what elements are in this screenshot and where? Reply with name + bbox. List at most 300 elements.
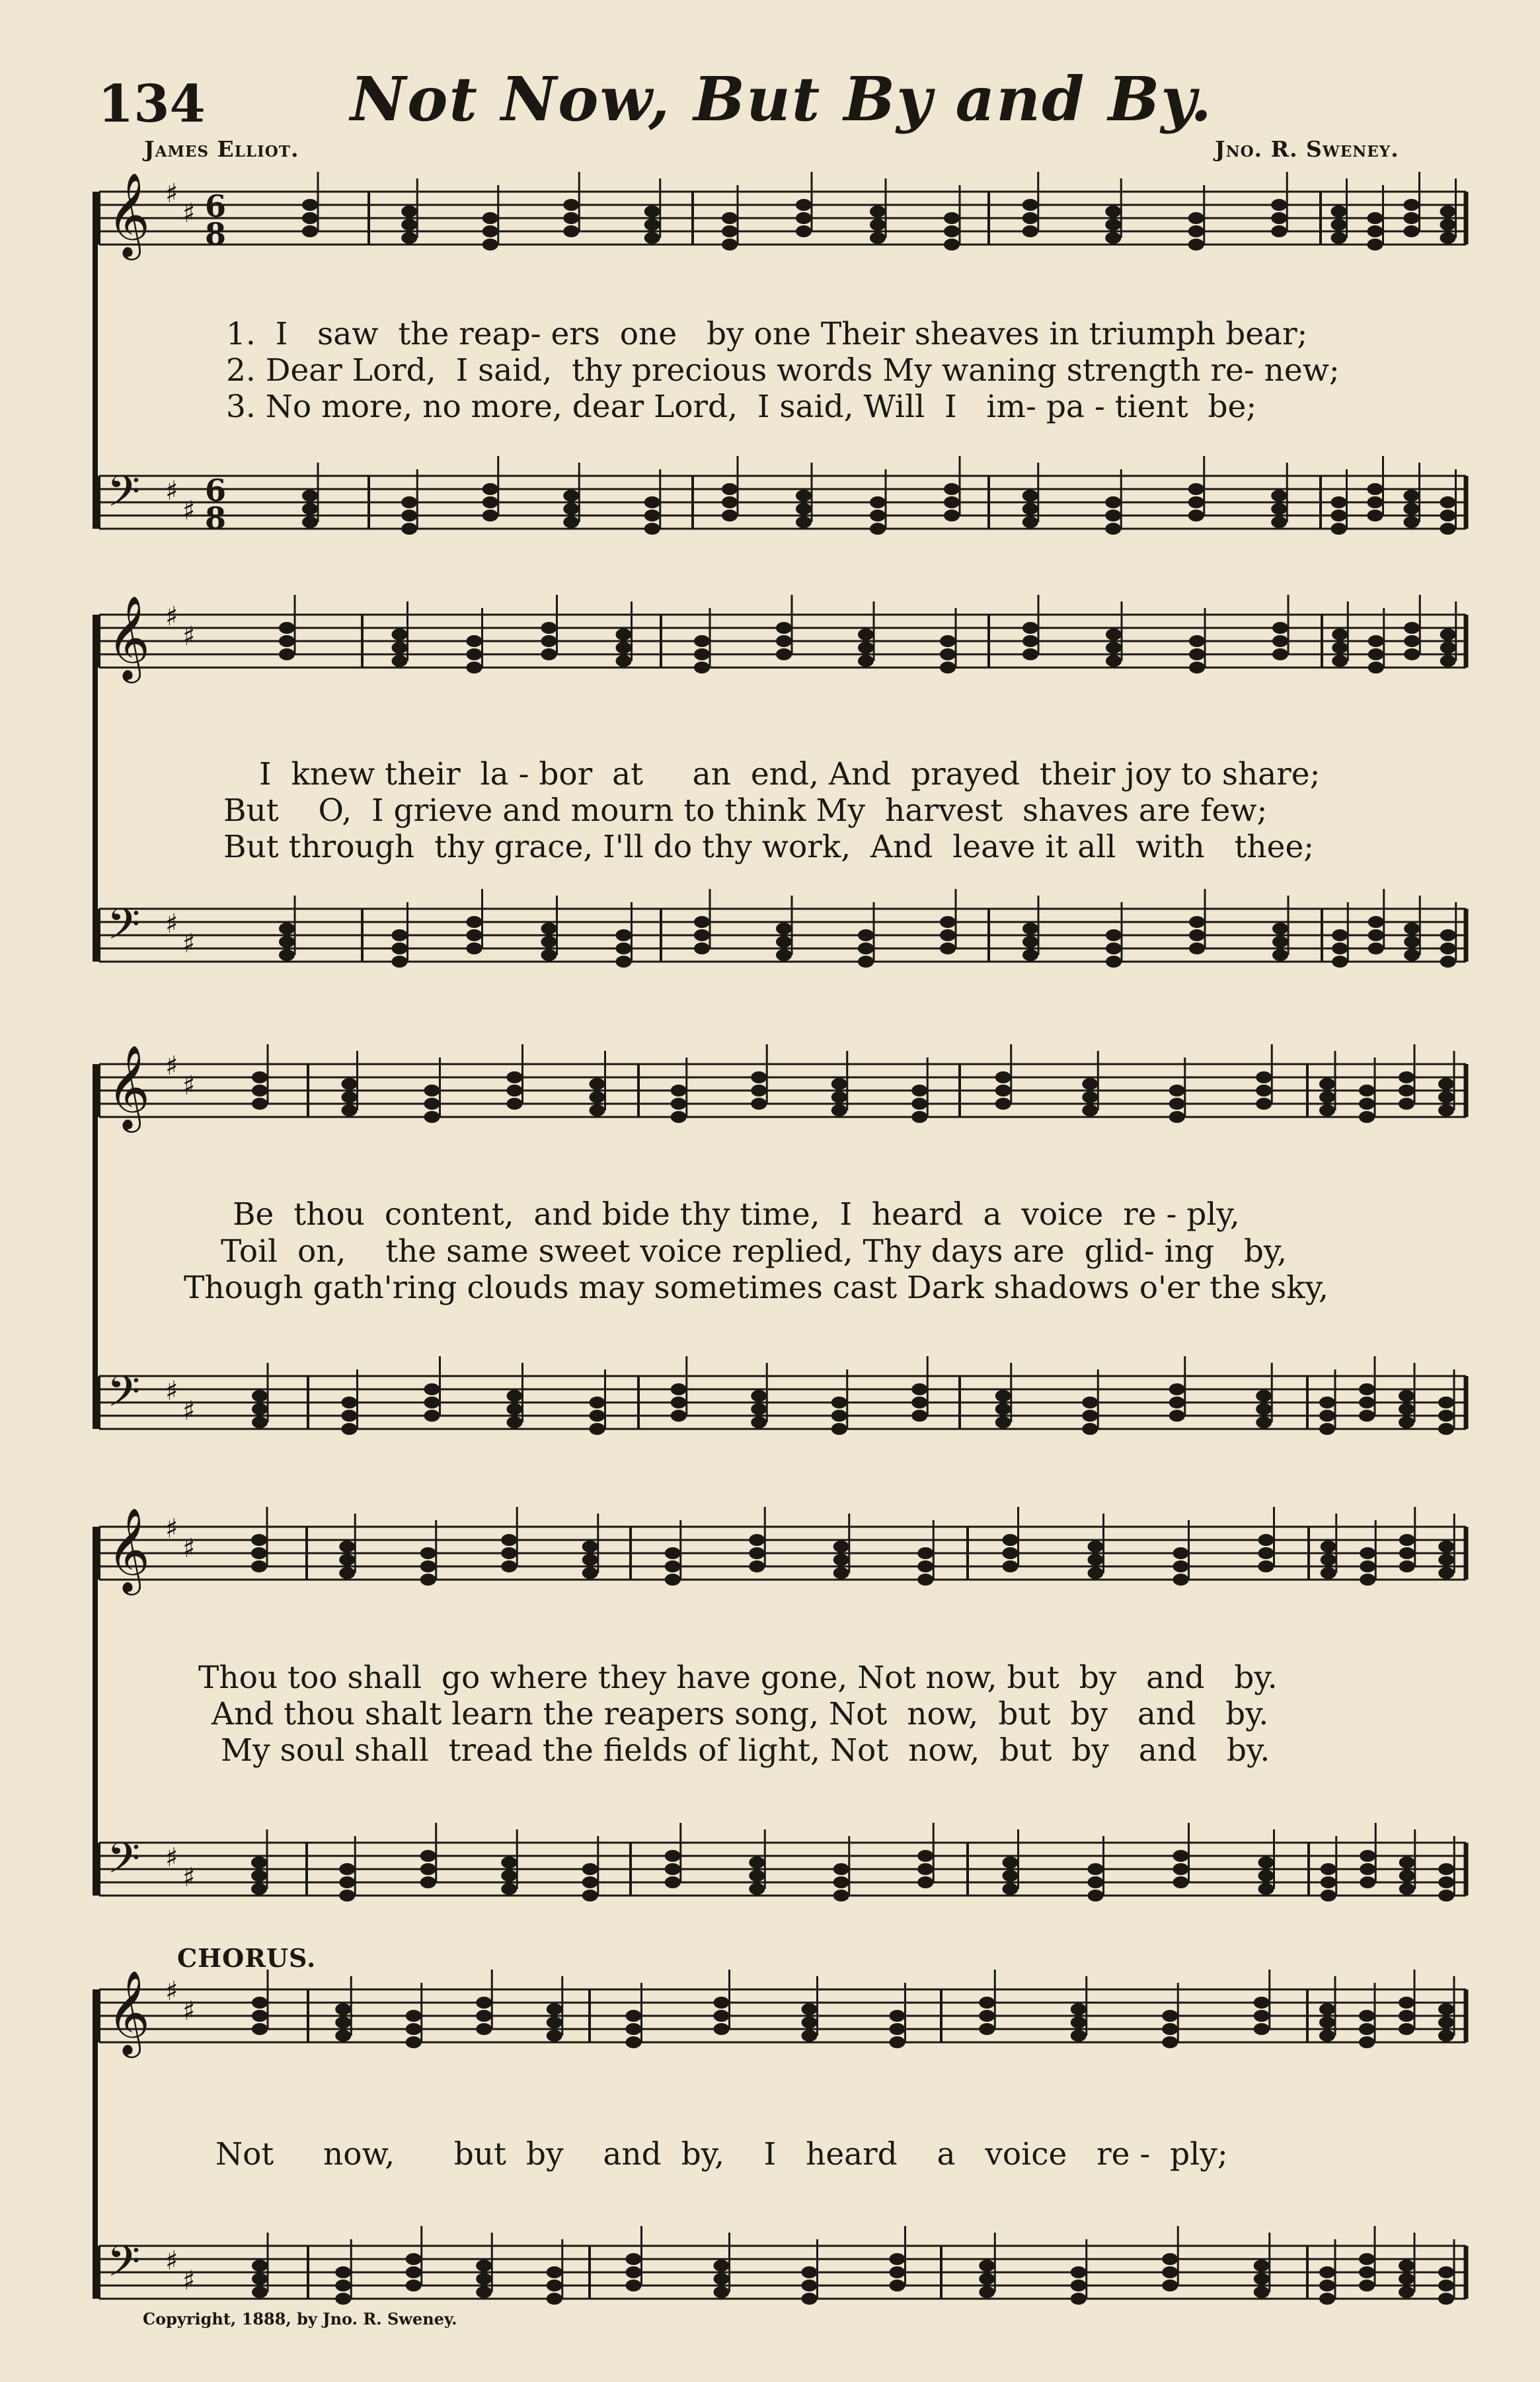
note-head [1258, 1857, 1274, 1868]
note-head [1106, 642, 1122, 654]
note-head [1399, 1870, 1415, 1882]
note-head [392, 642, 408, 654]
note-head [626, 2253, 642, 2265]
note-head [335, 2280, 351, 2291]
note-head [424, 1397, 440, 1408]
note-head [1271, 199, 1287, 211]
note-head [1162, 2010, 1178, 2022]
note-head [665, 1850, 681, 1862]
note-head [335, 2030, 351, 2042]
note-head [1169, 1085, 1185, 1096]
note-head [541, 949, 557, 961]
note-head [833, 1554, 849, 1566]
note-head [1399, 1071, 1414, 1083]
note-head [482, 510, 498, 521]
note-head [694, 942, 710, 954]
note-head [831, 1091, 847, 1103]
note-head [802, 2017, 818, 2028]
bass-clef-icon: 𝄢 [107, 900, 141, 960]
note-head [251, 1857, 267, 1868]
sharp-icon: ♯ [182, 198, 196, 229]
note-head [1162, 2253, 1178, 2265]
note-head [1368, 648, 1384, 660]
note-head [671, 1098, 687, 1110]
sharp-icon: ♯ [165, 1376, 178, 1406]
note-head [1162, 2266, 1178, 2278]
note-head [671, 1397, 687, 1408]
note-head [1438, 1876, 1454, 1888]
note-head [944, 239, 960, 250]
note-head [1359, 1410, 1375, 1422]
note-head [722, 239, 738, 250]
note-head [722, 225, 738, 237]
note-head [541, 936, 557, 948]
note-head [252, 1085, 268, 1096]
lyric-line-s2-v3: But through thy grace, I'll do thy work, And leave it all with thee; [223, 829, 1315, 865]
note-head [1258, 1883, 1274, 1895]
note-head [252, 1071, 268, 1083]
treble-clef-icon: 𝄞 [107, 1970, 151, 2054]
note-head [917, 1560, 933, 1572]
note-head [890, 2036, 905, 2048]
note-head [582, 1890, 598, 1902]
note-head [507, 1071, 523, 1083]
note-head [1438, 1554, 1454, 1566]
note-head [1022, 949, 1038, 961]
note-head [1360, 1863, 1375, 1875]
note-head [1438, 1541, 1454, 1553]
note-head [501, 1547, 517, 1559]
sharp-icon: ♯ [165, 1051, 178, 1081]
lyric-line-s3-v3: Though gath'ring clouds may sometimes cast Dark shadows o'er the sky, [184, 1270, 1328, 1306]
note-head [1071, 2017, 1087, 2028]
note-head [1106, 629, 1122, 640]
note-head [541, 648, 557, 660]
note-head [1404, 212, 1420, 224]
note-head [858, 642, 874, 654]
note-head [749, 1560, 765, 1572]
note-head [1256, 1416, 1272, 1428]
note-head [401, 232, 417, 244]
note-head [1319, 1104, 1335, 1116]
note-head [1360, 1850, 1375, 1862]
note-head [1022, 516, 1038, 528]
note-head [870, 496, 886, 508]
hymn-title: Not Now, But By and By. [350, 63, 1213, 135]
note-head [420, 1560, 436, 1572]
note-head [1173, 1547, 1189, 1559]
note-head [1319, 2266, 1335, 2278]
note-head [251, 1870, 267, 1882]
note-head [392, 655, 408, 667]
note-head [1271, 225, 1287, 237]
note-head [911, 1383, 927, 1395]
note-head [501, 1857, 517, 1868]
note-head [251, 1547, 267, 1559]
note-head [1173, 1850, 1189, 1862]
note-head [1071, 2293, 1087, 2305]
note-head [590, 1397, 605, 1408]
note-head [917, 1574, 933, 1586]
note-head [467, 916, 482, 928]
note-head [302, 212, 318, 224]
note-head [802, 2030, 818, 2042]
composer-credit: Jno. R. Sweney. [1215, 136, 1399, 162]
note-head [694, 929, 710, 941]
note-head [476, 2010, 492, 2022]
note-head [714, 2023, 730, 2035]
note-head [335, 2003, 351, 2015]
time-signature-top: 6 [205, 188, 227, 224]
note-head [995, 1085, 1011, 1096]
note-head [1162, 2023, 1178, 2035]
note-head [616, 642, 632, 654]
note-head [590, 1078, 605, 1090]
note-head [1256, 1390, 1272, 1402]
note-head [1359, 2036, 1375, 2048]
note-head [1321, 1863, 1336, 1875]
sharp-icon: ♯ [182, 1863, 196, 1893]
note-head [1271, 503, 1287, 515]
copyright-notice: Copyright, 1888, by Jno. R. Sweney. [143, 2309, 457, 2328]
note-head [870, 510, 886, 521]
note-head [582, 1863, 598, 1875]
note-head [1189, 942, 1205, 954]
note-head [1173, 1574, 1189, 1586]
note-head [1359, 1111, 1375, 1123]
note-head [776, 936, 792, 948]
note-head [671, 1085, 687, 1096]
note-head [1359, 2023, 1375, 2035]
note-head [644, 232, 660, 244]
note-head [424, 1111, 440, 1123]
note-head [749, 1547, 765, 1559]
note-head [392, 929, 408, 941]
note-head [1173, 1560, 1189, 1572]
sharp-icon: ♯ [165, 909, 178, 939]
note-head [339, 1876, 355, 1888]
note-head [694, 648, 710, 660]
note-head [802, 2293, 818, 2305]
note-head [420, 1547, 436, 1559]
note-head [1332, 655, 1348, 667]
note-head [665, 1876, 681, 1888]
note-head [1368, 635, 1384, 647]
note-head [547, 2017, 562, 2028]
note-head [420, 1574, 436, 1586]
sharp-icon: ♯ [182, 1396, 196, 1426]
note-head [796, 503, 812, 515]
note-head [979, 2286, 995, 2298]
note-head [749, 1883, 765, 1895]
note-head [252, 1098, 268, 1110]
note-head [342, 1410, 358, 1422]
note-head [1359, 2253, 1375, 2265]
note-head [1003, 1870, 1019, 1882]
note-head [911, 1410, 927, 1422]
note-head [252, 1997, 268, 2009]
note-head [1271, 490, 1287, 502]
note-head [1003, 1857, 1019, 1868]
note-head [335, 2017, 351, 2028]
note-head [1440, 523, 1456, 535]
sharp-icon: ♯ [182, 2266, 196, 2296]
note-head [251, 1560, 267, 1572]
note-head [507, 1085, 523, 1096]
note-head [944, 225, 960, 237]
note-head [1022, 622, 1038, 634]
note-head [831, 1423, 847, 1435]
note-head [1399, 1534, 1415, 1546]
chorus-label: CHORUS. [177, 1943, 317, 1973]
note-head [1082, 1410, 1098, 1422]
note-head [339, 1554, 355, 1566]
note-head [1169, 1098, 1185, 1110]
note-head [1022, 648, 1038, 660]
note-head [302, 490, 318, 502]
note-head [1105, 496, 1121, 508]
sharp-icon: ♯ [165, 178, 178, 209]
note-head [1272, 648, 1288, 660]
note-head [911, 1111, 927, 1123]
note-head [1189, 929, 1205, 941]
note-head [1088, 1863, 1104, 1875]
note-head [1368, 916, 1384, 928]
note-head [1438, 2017, 1454, 2028]
note-head [1359, 1085, 1375, 1096]
note-head [1105, 219, 1121, 231]
lyric-line-s5-v1: Not now, but by and by, I heard a voice re - ply; [215, 2136, 1228, 2172]
note-head [1022, 490, 1038, 502]
note-head [1022, 212, 1038, 224]
note-head [979, 2010, 995, 2022]
note-head [406, 2010, 422, 2022]
note-head [831, 1104, 847, 1116]
bass-clef-icon: 𝄢 [107, 467, 141, 527]
bass-clef-icon: 𝄢 [107, 1834, 141, 1894]
note-head [1332, 642, 1348, 654]
note-head [1088, 1567, 1104, 1579]
page-number: 134 [98, 74, 206, 134]
sharp-icon: ♯ [182, 1996, 196, 2026]
note-head [626, 2266, 642, 2278]
note-head [547, 2266, 562, 2278]
note-head [335, 2293, 351, 2305]
note-head [1359, 1397, 1375, 1408]
note-head [858, 655, 874, 667]
note-head [1319, 1397, 1335, 1408]
note-head [507, 1390, 523, 1402]
note-head [1106, 929, 1122, 941]
note-head [1360, 1876, 1375, 1888]
note-head [665, 1574, 681, 1586]
note-head [507, 1098, 523, 1110]
note-head [1272, 949, 1288, 961]
note-head [833, 1541, 849, 1553]
note-head [1359, 1383, 1375, 1395]
note-head [1321, 1890, 1336, 1902]
note-head [1438, 2293, 1454, 2305]
note-head [616, 956, 632, 968]
note-head [590, 1091, 605, 1103]
lyric-line-s2-v2: But O, I grieve and mourn to think My harvest shaves are few; [223, 792, 1268, 829]
note-head [1189, 662, 1205, 673]
note-head [944, 483, 960, 495]
note-head [616, 929, 632, 941]
note-head [501, 1560, 517, 1572]
note-head [1404, 648, 1420, 660]
note-head [1399, 1997, 1414, 2009]
note-head [940, 916, 956, 928]
note-head [1319, 2280, 1335, 2291]
note-head [979, 2260, 995, 2272]
note-head [796, 225, 812, 237]
time-signature-top: 6 [205, 473, 227, 508]
note-head [1399, 1098, 1414, 1110]
note-head [1368, 662, 1384, 673]
note-head [833, 1890, 849, 1902]
note-head [1272, 923, 1288, 935]
note-head [1254, 2286, 1270, 2298]
note-head [251, 1883, 267, 1895]
note-head [714, 2273, 730, 2285]
note-head [1088, 1554, 1104, 1566]
note-head [1189, 635, 1205, 647]
note-head [1258, 1560, 1274, 1572]
note-head [694, 662, 710, 673]
note-head [1367, 483, 1383, 495]
note-head [665, 1560, 681, 1572]
note-head [751, 1085, 767, 1096]
note-head [796, 490, 812, 502]
sharp-icon: ♯ [182, 1533, 196, 1564]
note-head [1254, 2023, 1270, 2035]
note-head [507, 1416, 523, 1428]
note-head [1331, 219, 1347, 231]
note-head [1440, 629, 1456, 640]
note-head [476, 2286, 492, 2298]
note-head [1321, 1876, 1336, 1888]
note-head [1440, 219, 1456, 231]
note-head [482, 212, 498, 224]
note-head [401, 219, 417, 231]
note-head [541, 635, 557, 647]
note-head [1440, 496, 1456, 508]
note-head [1404, 936, 1420, 948]
note-head [1022, 936, 1038, 948]
note-head [776, 923, 792, 935]
note-head [1368, 929, 1384, 941]
note-head [995, 1403, 1011, 1415]
note-head [1256, 1098, 1272, 1110]
note-head [1404, 503, 1420, 515]
note-head [749, 1870, 765, 1882]
note-head [302, 199, 318, 211]
note-head [279, 949, 295, 961]
note-head [252, 2023, 268, 2035]
note-head [616, 629, 632, 640]
note-head [406, 2023, 422, 2035]
note-head [1399, 2010, 1414, 2022]
note-head [1188, 239, 1204, 250]
note-head [751, 1403, 767, 1415]
note-head [911, 1397, 927, 1408]
note-head [424, 1383, 440, 1395]
sharp-icon: ♯ [165, 1514, 178, 1544]
sharp-icon: ♯ [165, 1976, 178, 2007]
note-head [722, 483, 738, 495]
note-head [1360, 1547, 1375, 1559]
note-head [1321, 1541, 1336, 1553]
note-head [563, 516, 579, 528]
note-head [751, 1071, 767, 1083]
note-head [831, 1410, 847, 1422]
note-head [1440, 642, 1456, 654]
note-head [252, 2273, 268, 2285]
lyricist-credit: James Elliot. [144, 136, 299, 162]
note-head [1404, 225, 1420, 237]
note-head [467, 942, 482, 954]
note-head [722, 510, 738, 521]
note-head [1404, 490, 1420, 502]
note-head [917, 1876, 933, 1888]
note-head [563, 503, 579, 515]
note-head [339, 1541, 355, 1553]
note-head [1404, 516, 1420, 528]
note-head [890, 2280, 905, 2291]
note-head [1331, 206, 1347, 217]
note-head [858, 629, 874, 640]
note-head [1319, 2030, 1335, 2042]
note-head [1319, 1423, 1335, 1435]
note-head [392, 629, 408, 640]
note-head [1399, 1085, 1414, 1096]
note-head [1082, 1397, 1098, 1408]
note-head [401, 496, 417, 508]
note-head [644, 206, 660, 217]
note-head [671, 1111, 687, 1123]
note-head [1438, 2280, 1454, 2291]
time-signature-bottom: 8 [205, 216, 227, 252]
note-head [831, 1078, 847, 1090]
note-head [252, 2010, 268, 2022]
note-head [1440, 929, 1456, 941]
note-head [776, 635, 792, 647]
note-head [1022, 635, 1038, 647]
note-head [252, 2286, 268, 2298]
note-head [342, 1078, 358, 1090]
note-head [392, 956, 408, 968]
note-head [749, 1857, 765, 1868]
note-head [1404, 923, 1420, 935]
note-head [582, 1554, 598, 1566]
sharp-icon: ♯ [165, 1843, 178, 1873]
note-head [1321, 1554, 1336, 1566]
note-head [1258, 1870, 1274, 1882]
note-head [1082, 1078, 1098, 1090]
note-head [302, 516, 318, 528]
note-head [563, 490, 579, 502]
note-head [802, 2003, 818, 2015]
bass-clef-icon: 𝄢 [107, 2237, 141, 2297]
note-head [339, 1863, 355, 1875]
note-head [1271, 516, 1287, 528]
note-head [1438, 1863, 1454, 1875]
note-head [590, 1104, 605, 1116]
treble-clef-icon: 𝄞 [107, 1044, 151, 1129]
note-head [911, 1085, 927, 1096]
note-head [420, 1876, 436, 1888]
